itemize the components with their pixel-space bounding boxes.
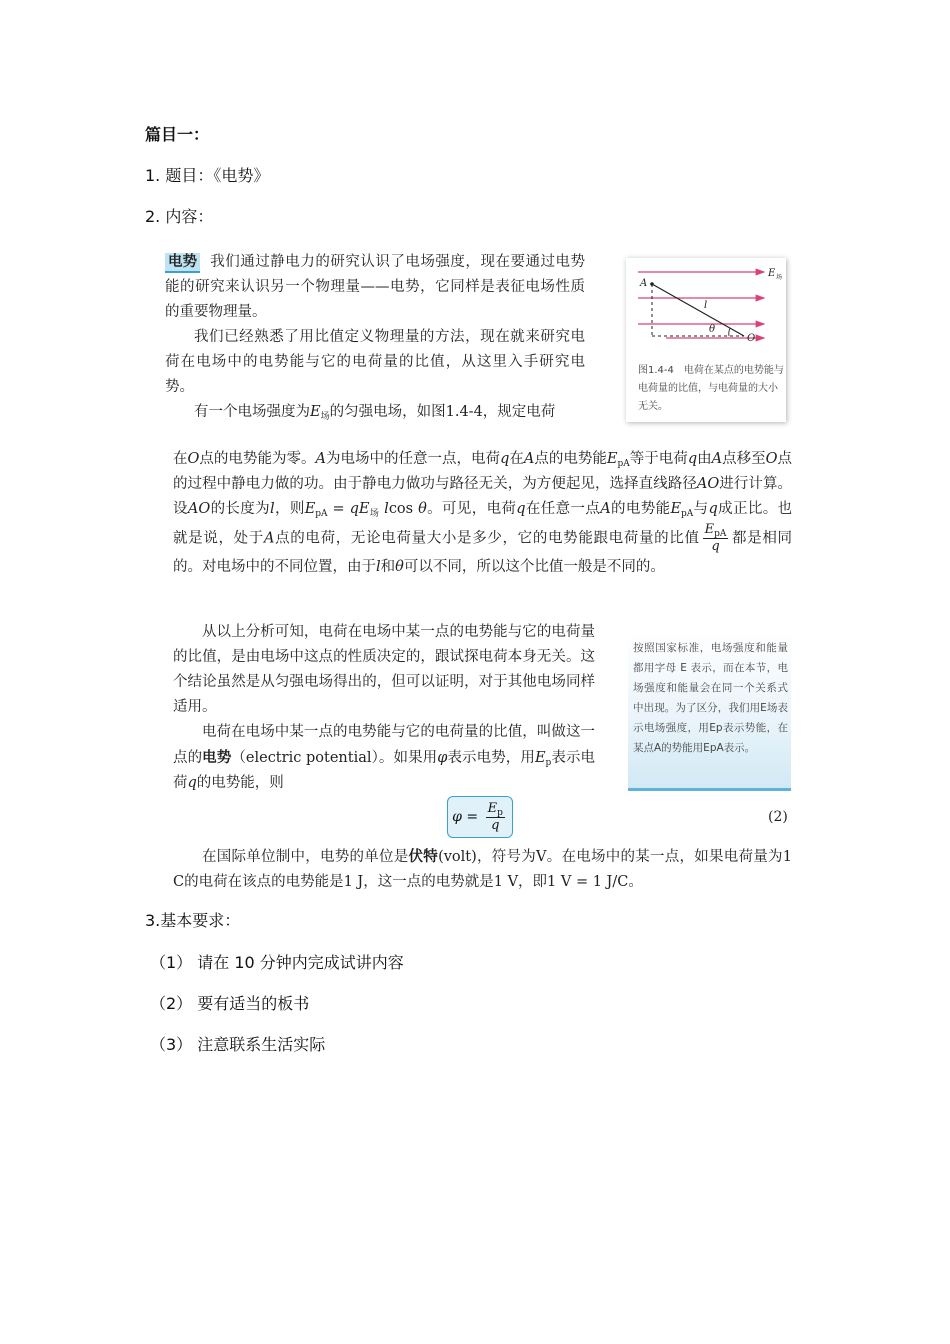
- field-diagram: [626, 258, 786, 362]
- label-A: A: [640, 278, 648, 289]
- requirements-title: 3.基本要求：: [145, 911, 241, 930]
- text-run: 的匀强电场，如图1.4-4，规定电荷: [329, 404, 556, 420]
- potential-formula: φ = $\frac{E_p}{q}$: [447, 796, 513, 838]
- text-run: 成正比。也就是说，处于: [173, 501, 793, 547]
- bold-term: 伏特: [408, 848, 439, 865]
- text-run: （electric potential）。如果用: [231, 750, 438, 766]
- bold-term: 电势: [202, 749, 232, 766]
- text-run: 电荷在电场中某一点的电势能与它的电荷量的比值，叫做这一点的: [173, 724, 595, 766]
- requirement-item: （3） 注意联系生活实际: [150, 1035, 326, 1054]
- text-run: 我们已经熟悉了用比值定义物理量的方法，现在就来研究电荷在电场中的电势能与它的电荷量的比值，从这里入手研究电势。: [165, 329, 585, 395]
- text-run: 的电势能: [610, 501, 671, 517]
- figure-panel: [626, 258, 786, 422]
- requirement-item: （2） 要有适当的板书: [150, 994, 310, 1013]
- text-run: 从以上分析可知，电荷在电场中某一点的电势能与它的电荷量的比值，是由电场中这点的性质决定的，跟试探电荷本身无关。这个结论虽然是从匀强电场得出的，但可以证明，对于其他电场同样适用。: [173, 624, 595, 715]
- text-run: 点的过程中静电力做的功。由于静电力做功与路径无关，为方便起见，选择直线路径: [173, 451, 793, 492]
- angle-arc: [729, 328, 730, 336]
- text-run: 进行计算。设: [173, 476, 793, 517]
- textbook-paragraph-unit: [173, 844, 792, 895]
- text-run: 和: [380, 559, 396, 575]
- text-run: 为电场中的任意一点，电荷: [325, 451, 501, 467]
- textbook-paragraph-derivation: 在O点的电势能为零。A为电场中的任意一点，电荷q在A点的电势能$E_{pA}$等于电荷q由A点移至O点的过程中静电力做的功。由于静电力做功与路径无关，为方便起见，选择直线路径AO进行计算。设AO的长度为l，则$E_{pA} = qE_场$ lcos θ。可见，电荷q在任意一点A的电势能$E_{pA}$与q成正比。也就是说，处于A点的电荷，无论电荷量大小是多少，它的电势能跟电荷量的比值 $\frac{E_{pA}}{q}$ 都是相同的。对电场中的不同位置，由于l和θ可以不同，所以这个比值一般是不同的。: [173, 451, 793, 575]
- equation-number: (2): [768, 809, 788, 825]
- side-note-text: 按照国家标准，电场强度和能量都用字母 E 表示，而在本节，电场强度和能量会在同一个关系式中出现。为了区分，我们用E场表示电场强度，用Ep表示势能，在某点A的势能用EpA表示。: [633, 642, 788, 754]
- fraction-EpA-over-q: $\frac{E_{pA}}{q}$: [704, 522, 727, 554]
- text-run: 在任意一点: [525, 501, 601, 517]
- side-note: [628, 632, 791, 791]
- section-title: 篇目一：: [145, 125, 210, 144]
- label-E-sub: 场: [776, 274, 783, 281]
- textbook-paragraph-definition: 从以上分析可知，电荷在电场中某一点的电势能与它的电荷量的比值，是由电场中这点的性质决定的，跟试探电荷本身无关。这个结论虽然是从匀强电场得出的，但可以证明，对于其他电场同样适用。 电荷在电场中某一点的电势能与它的电荷量的比值，叫做这一点的电势（electric potential）。如果用φ表示电势，用$E_p$表示电荷q的电势能，则: [173, 620, 595, 796]
- text-run: 可以不同，所以这个比值一般是不同的。: [403, 559, 665, 575]
- topic-line: 1. 题目：《电势》: [145, 166, 270, 185]
- text-run: 在: [509, 451, 524, 467]
- text-run: 表示电荷: [173, 750, 596, 791]
- text-run: 等于电荷: [629, 451, 688, 467]
- subscript: 场: [320, 412, 330, 422]
- label-theta: θ: [709, 324, 716, 335]
- text-run: 可见，电荷: [442, 501, 517, 517]
- text-run: 都是相同的。对电场中的不同位置，由于: [173, 530, 793, 575]
- text-run: 在国际单位制中，电势的单位是: [202, 849, 409, 865]
- label-l: l: [704, 300, 708, 311]
- point-A: [650, 282, 654, 286]
- text-run: ，则: [274, 501, 305, 517]
- text-run: 由: [697, 451, 712, 467]
- text-run: 点移至: [722, 451, 766, 467]
- fraction-Ep-over-q: $\frac{E_p}{q}$: [487, 800, 503, 833]
- label-O: O: [747, 333, 756, 344]
- text-run: 表示电势，用: [447, 750, 535, 766]
- text-run: (volt)，符号为V。在电场中的某一点，如果电荷量为1 C的电荷在该点的电势能是1 J，这一点的电势就是1 V，即1 V = 1 J/C。: [173, 849, 793, 890]
- text-run: 与: [693, 501, 709, 517]
- keyword-badge: 电势: [165, 253, 200, 273]
- text-run: 我们通过静电力的研究认识了电场强度，现在要通过电势能的研究来认识另一个物理量——电势，它同样是表征电场性质的重要物理量。: [165, 254, 586, 320]
- label-E: E: [768, 268, 776, 279]
- figure-caption: 图1.4-4 电荷在某点的电势能与电荷量的比值，与电荷量的大小无关。: [638, 365, 784, 412]
- text-run: 点的电势能为零。: [199, 451, 316, 467]
- textbook-paragraph-intro: 电势 我们通过静电力的研究认识了电场强度，现在要通过电势能的研究来认识另一个物理量——电势，它同样是表征电场性质的重要物理量。 我们已经熟悉了用比值定义物理量的方法，现在就来研究电荷在电场中的电势能与它的电荷量的比值，从这里入手研究电势。 有一个电场强度为$E_场$的匀强电场，如图1.4-4，规定电荷: [165, 253, 586, 422]
- text-run: 有一个电场强度为: [194, 404, 310, 420]
- text-run: 点的电势能: [534, 451, 607, 467]
- text-run: 点的电荷，无论电荷量大小是多少，它的电势能跟电荷量的比值: [274, 530, 700, 547]
- text-run: 在: [173, 451, 188, 467]
- text-run: 的电势能，则: [196, 775, 284, 791]
- requirement-item: （1） 请在 10 分钟内完成试讲内容: [150, 953, 404, 972]
- content-line: 2. 内容：: [145, 207, 214, 226]
- text-run: 的长度为: [210, 501, 270, 517]
